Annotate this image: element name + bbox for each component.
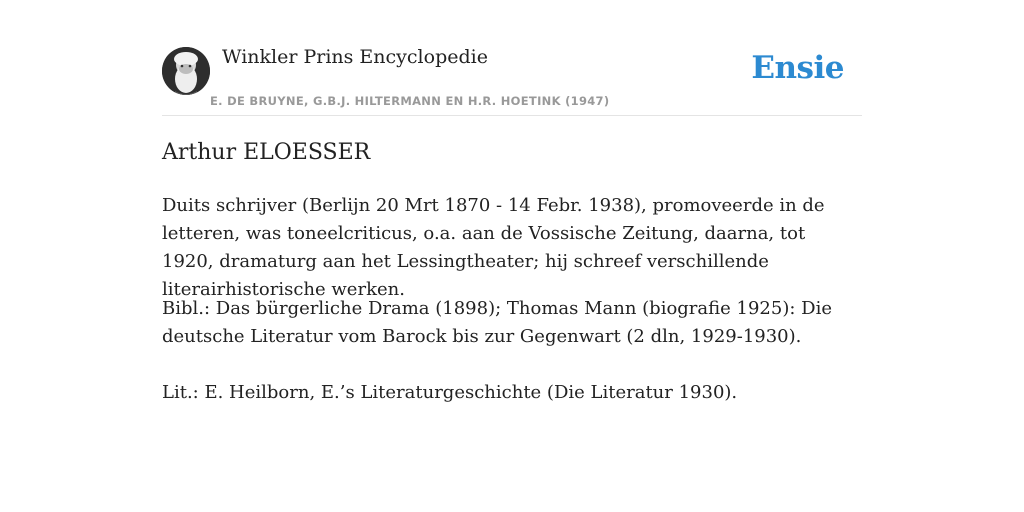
site-title-link[interactable]: Winkler Prins Encyclopedie [222, 46, 488, 68]
site-subtitle: E. DE BRUYNE, G.B.J. HILTERMANN EN H.R. HOETINK (1947) [210, 94, 610, 108]
article-title: Arthur ELOESSER [162, 140, 371, 165]
page [162, 0, 862, 512]
avatar [162, 47, 210, 95]
article-paragraph-bibliography: Bibl.: Das bürgerliche Drama (1898); Thomas Mann (biografie 1925): Die deutsche Literatur vom Barock bis zur Gegenwart (2 dln, 1929-1930). [162, 298, 832, 347]
bearded-man-portrait-icon [162, 47, 210, 95]
article-paragraph-description: Duits schrijver (Berlijn 20 Mrt 1870 - 14 Febr. 1938), promoveerde in de letteren, was toneelcriticus, o.a. aan de Vossische Zeitung, daarna, tot 1920, dramaturg aan het Lessingtheater; hij schreef verschillende literairhistorische werken. [162, 195, 825, 300]
ensie-logo-link[interactable]: Ensie [751, 50, 844, 86]
article-paragraph-literature: Lit.: E. Heilborn, E.’s Literaturgeschichte (Die Literatur 1930). [162, 382, 738, 403]
site-header [162, 0, 862, 116]
